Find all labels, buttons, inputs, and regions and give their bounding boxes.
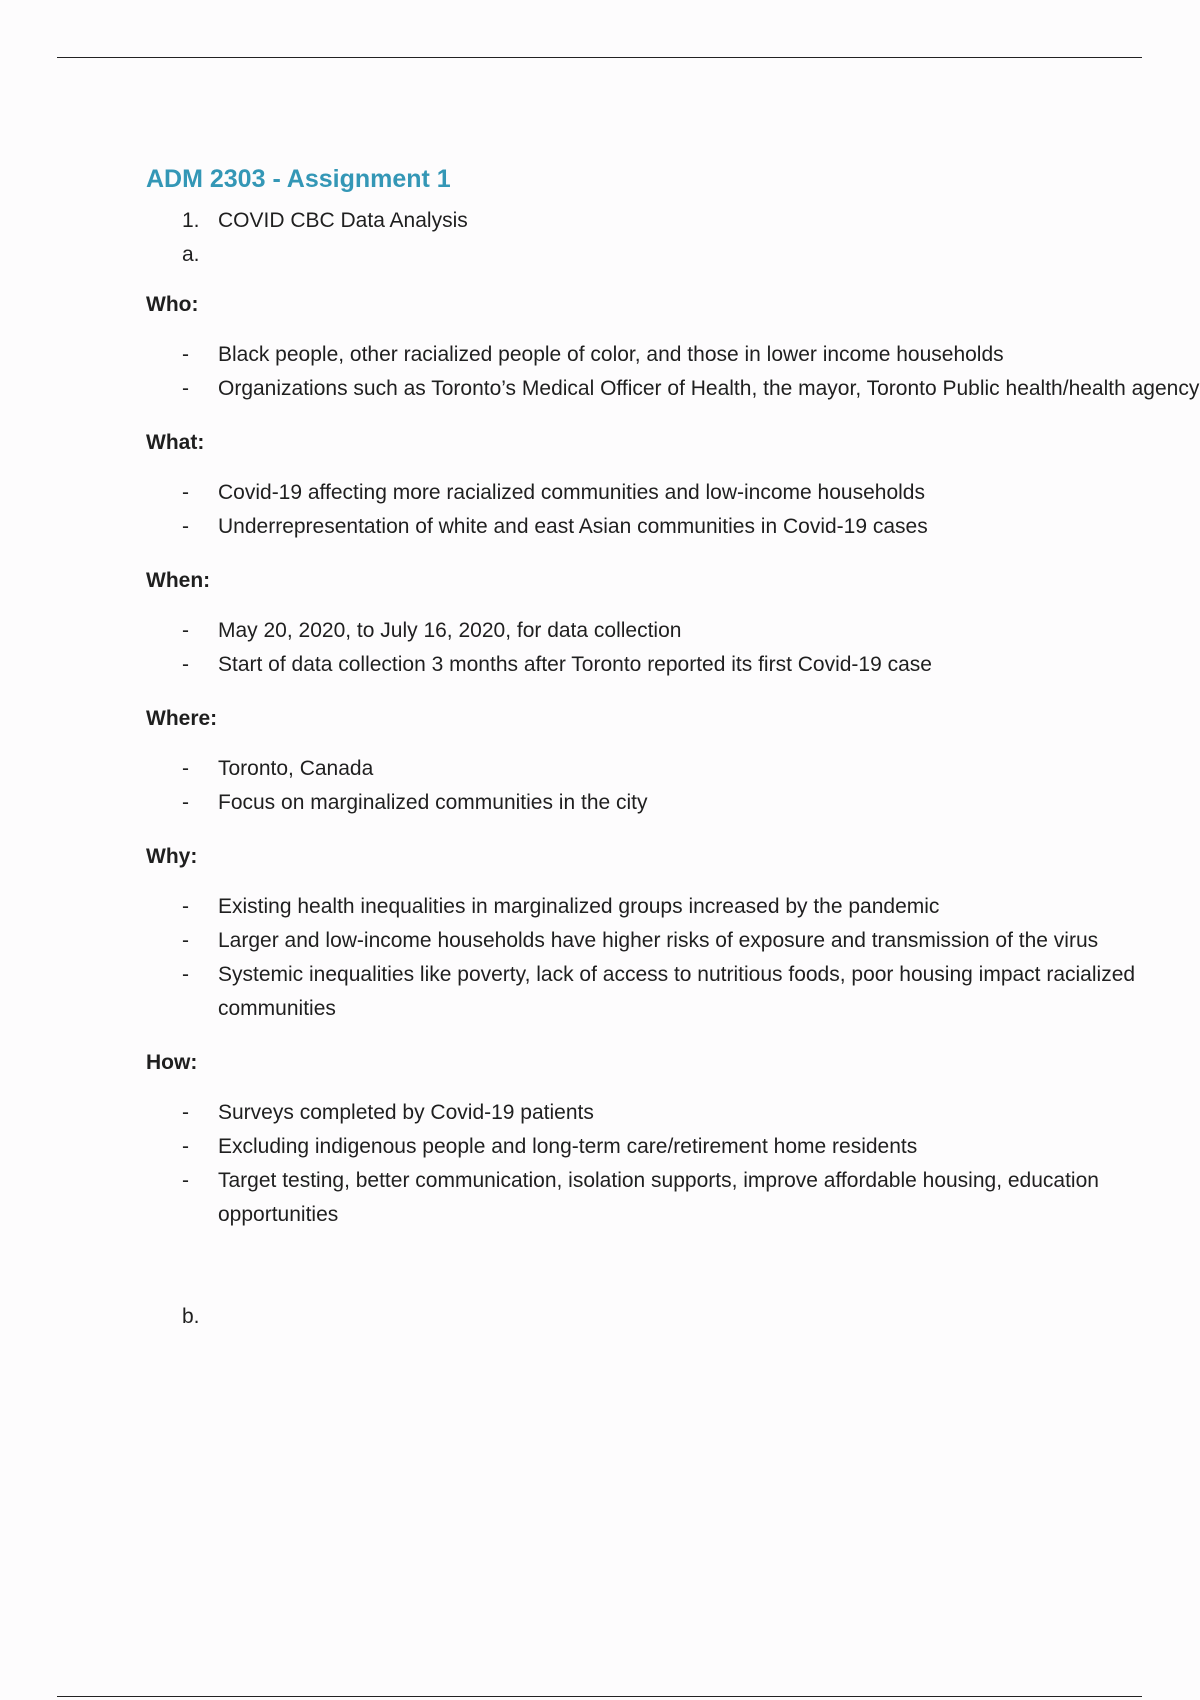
question-number: 1. — [182, 209, 200, 232]
section-heading-what: What: — [146, 431, 205, 454]
section-heading-when: When: — [146, 569, 211, 592]
question-item — [146, 204, 1106, 238]
part-b-label: b. — [182, 1305, 200, 1328]
header-rule — [57, 57, 1142, 58]
list-item: - Larger and low-income households have higher risks of exposure and transmission of the virus — [146, 924, 1200, 958]
question-text: COVID CBC Data Analysis — [218, 209, 468, 232]
dash-bullet-icon: - — [182, 377, 189, 400]
dash-bullet-icon: - — [182, 757, 189, 780]
list-item: - May 20, 2020, to July 16, 2020, for data collection — [146, 614, 1200, 648]
section-heading-where: Where: — [146, 707, 218, 730]
dash-bullet-icon: - — [182, 791, 189, 814]
list-item: - Target testing, better communication, isolation supports, improve affordable housing, education opportunities — [146, 1164, 1200, 1232]
section-heading-how: How: — [146, 1051, 198, 1074]
list-item: - Covid-19 affecting more racialized communities and low-income households — [146, 476, 1200, 510]
section-heading-who: Who: — [146, 293, 199, 316]
list-item: - Surveys completed by Covid-19 patients — [146, 1096, 1200, 1130]
dash-bullet-icon: - — [182, 1101, 189, 1124]
list-item: - Underrepresentation of white and east Asian communities in Covid-19 cases — [146, 510, 1200, 544]
list-item: - Systemic inequalities like poverty, lack of access to nutritious foods, poor housing impact racialized communities — [146, 958, 1200, 1026]
dash-bullet-icon: - — [182, 1135, 189, 1158]
dash-bullet-icon: - — [182, 929, 189, 952]
document-body — [146, 160, 1200, 1334]
list-item: - Focus on marginalized communities in the city — [146, 786, 1200, 820]
dash-bullet-icon: - — [182, 343, 189, 366]
list-item: - Organizations such as Toronto’s Medical Officer of Health, the mayor, Toronto Public health/health agency — [146, 372, 1200, 406]
section-list-why — [146, 890, 1136, 1026]
list-item: - Excluding indigenous people and long-term care/retirement home residents — [146, 1130, 1200, 1164]
footer-rule — [57, 1696, 1142, 1697]
part-b-item — [146, 1300, 1106, 1334]
dash-bullet-icon: - — [182, 963, 189, 986]
section-list-when — [146, 614, 1106, 682]
dash-bullet-icon: - — [182, 895, 189, 918]
part-a-item — [146, 238, 1106, 272]
dash-bullet-icon: - — [182, 653, 189, 676]
dash-bullet-icon: - — [182, 481, 189, 504]
part-a-label: a. — [182, 243, 200, 266]
section-list-who — [146, 338, 1200, 406]
list-item: - Toronto, Canada — [146, 752, 1200, 786]
dash-bullet-icon: - — [182, 619, 189, 642]
section-list-how — [146, 1096, 1106, 1232]
list-item: - Start of data collection 3 months after Toronto reported its first Covid-19 case — [146, 648, 1200, 682]
dash-bullet-icon: - — [182, 1169, 189, 1192]
list-item: - Black people, other racialized people of color, and those in lower income households — [146, 338, 1200, 372]
document-title: ADM 2303 - Assignment 1 — [146, 165, 451, 193]
dash-bullet-icon: - — [182, 515, 189, 538]
list-item: - Existing health inequalities in marginalized groups increased by the pandemic — [146, 890, 1200, 924]
section-list-where — [146, 752, 1106, 820]
section-list-what — [146, 476, 1106, 544]
section-heading-why: Why: — [146, 845, 198, 868]
